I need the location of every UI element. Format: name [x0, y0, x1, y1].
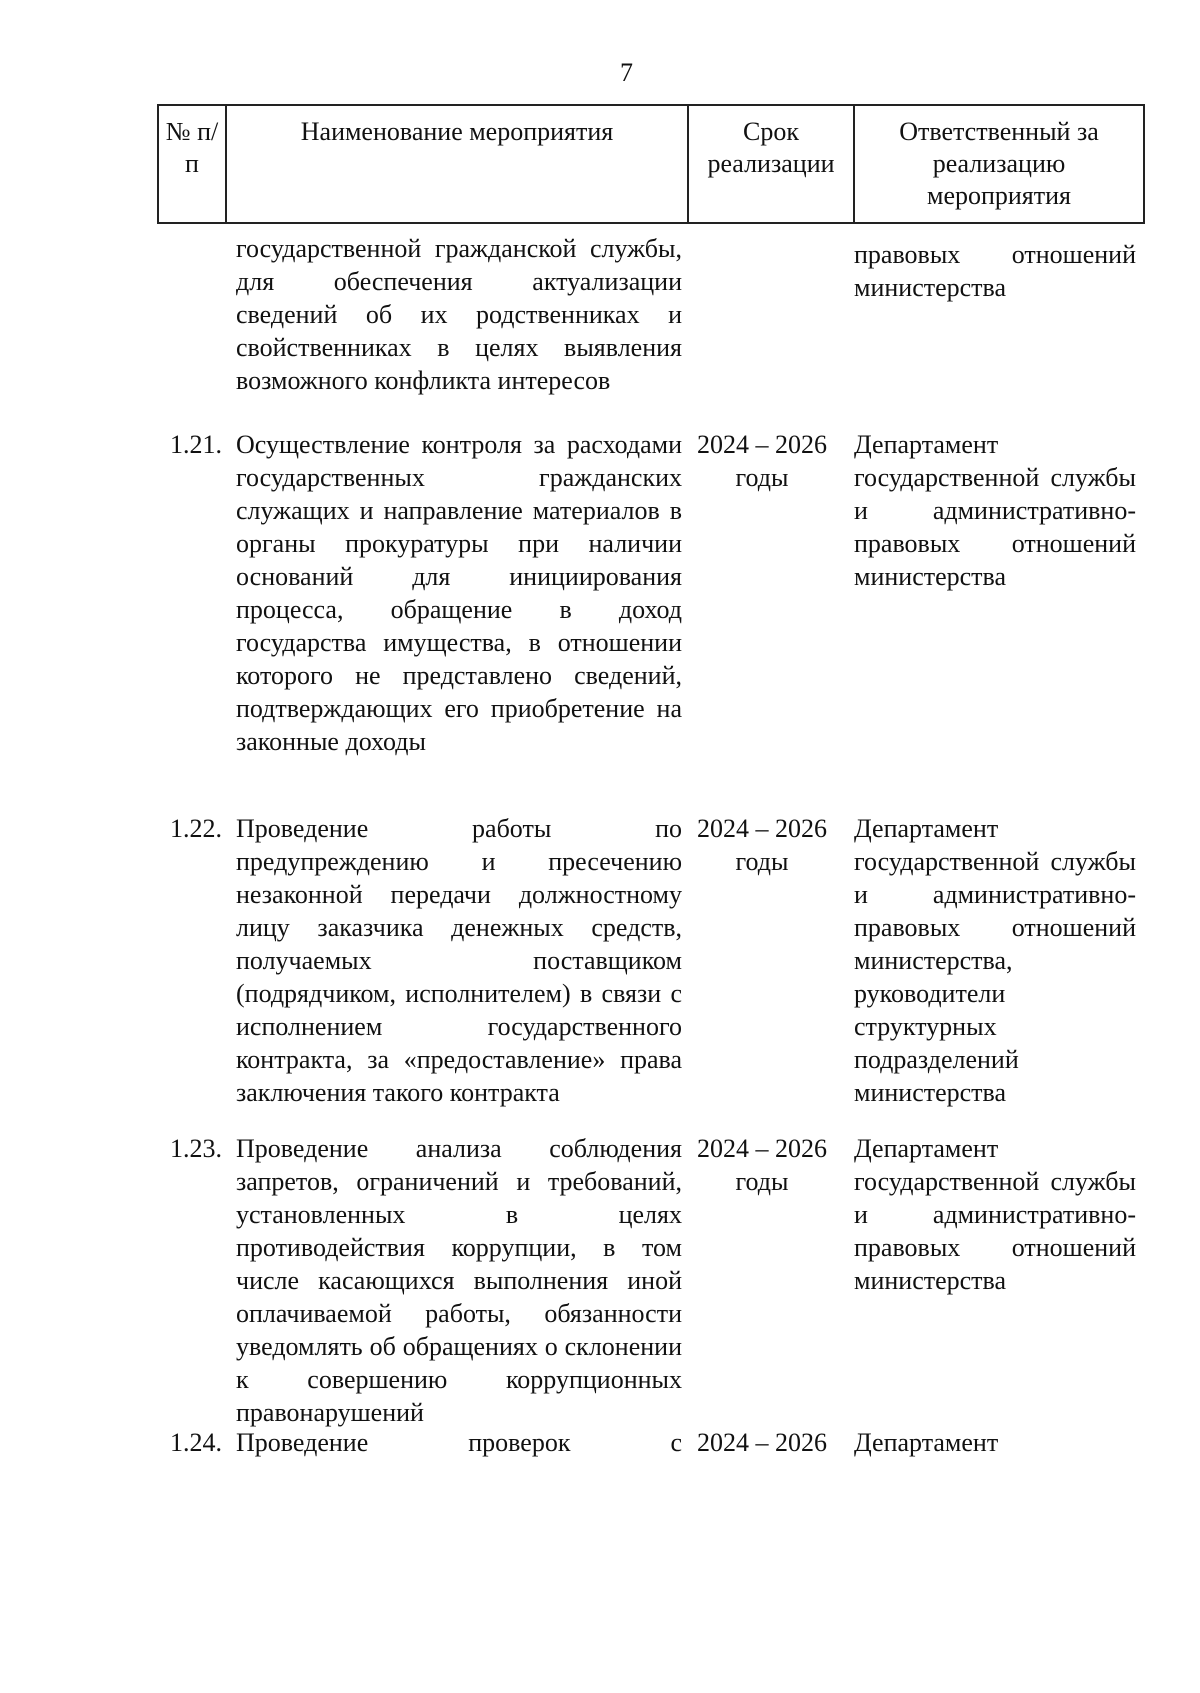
row-name: Проведение проверок с	[236, 1428, 682, 1457]
row-number: 1.22.	[170, 814, 222, 843]
header-responsible: Ответственный за реализацию мероприятия	[854, 105, 1144, 223]
row-name: Проведение работы по предупреждению и пресечению незаконной передачи должностному лицу заказчика денежных средств, получаемых поставщиком (подрядчиком, исполнителем) в связи с исполнением государственного контракта, за «предоставление» права заключения такого контракта	[236, 814, 682, 1107]
header-num: № п/п	[158, 105, 226, 223]
header-term: Срок реализации	[688, 105, 854, 223]
header-name: Наименование мероприятия	[226, 105, 688, 223]
row-name: Проведение анализа соблюдения запретов, ограничений и требований, установленных в целях противодействия коррупции, в том числе касающихся выполнения иной оплачиваемой работы, обязанности уведомлять об обращениях о склонении к совершению коррупционных правонарушений	[236, 1134, 682, 1427]
row-responsible: Департамент	[854, 1428, 999, 1457]
row-term: 2024 – 2026 годы	[697, 430, 827, 492]
row-responsible: Департамент государственной службы и административно-правовых отношений министерства	[854, 1134, 1136, 1295]
row-name: Осуществление контроля за расходами государственных гражданских служащих и направление материалов в органы прокуратуры при наличии оснований для инициирования процесса, обращение в доход государства имущества, в отношении которого не представлено сведений, подтверждающих его приобретение на законные доходы	[236, 430, 682, 756]
row-number: 1.24.	[170, 1428, 222, 1457]
page-number: 7	[620, 58, 633, 87]
row-responsible: Департамент государственной службы и административно-правовых отношений министерства, руководители структурных подразделений министерства	[854, 814, 1136, 1107]
row-number: 1.21.	[170, 430, 222, 459]
row-term: 2024 – 2026 годы	[697, 1134, 827, 1196]
row-term: 2024 – 2026	[697, 1428, 827, 1457]
row-number: 1.23.	[170, 1134, 222, 1163]
table-header	[157, 104, 1145, 224]
row-name: государственной гражданской службы, для обеспечения актуализации сведений об их родственниках и свойственниках в целях выявления возможного конфликта интересов	[236, 234, 682, 395]
row-responsible: Департамент государственной службы и административно-правовых отношений министерства	[854, 430, 1136, 591]
row-term: 2024 – 2026 годы	[697, 814, 827, 876]
row-responsible: правовых отношений министерства	[854, 240, 1136, 302]
